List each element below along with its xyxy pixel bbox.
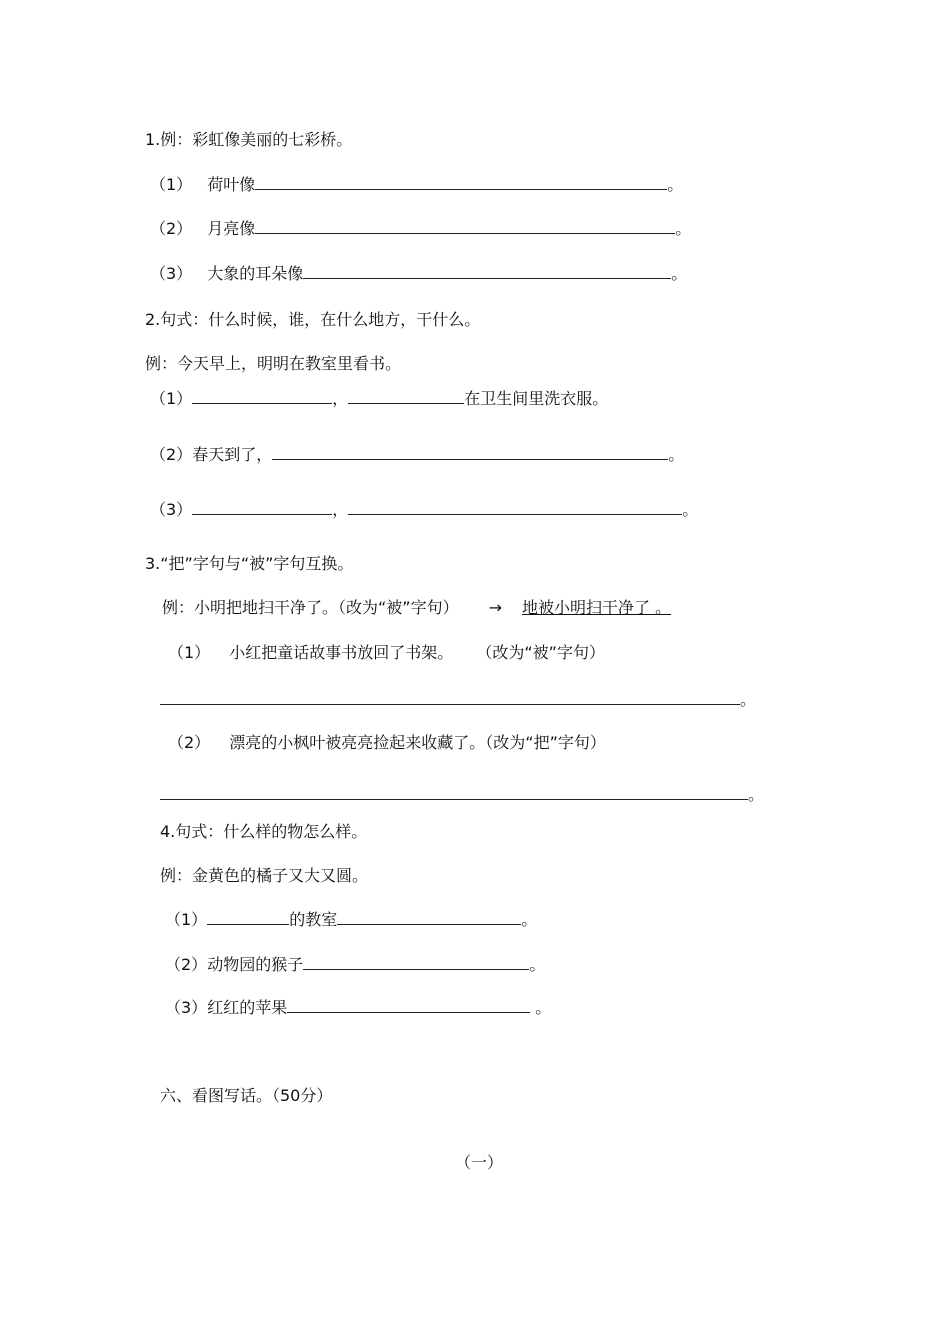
answer-blank[interactable] [207,910,289,925]
q4-example: 例：金黄色的橘子又大又圆。 [160,866,369,885]
item-end: 。 [667,175,684,194]
item-prompt: 荷叶像 [207,175,256,194]
q3-answer-line-1 [160,690,756,710]
example-answer: 地被小明扫干净了 。 [522,598,672,617]
q1-item-1 [150,175,683,195]
answer-blank[interactable] [192,389,332,404]
item-number: （1） [168,643,211,662]
q4-item-1 [165,910,537,930]
q1-title: 1.例：彩虹像美丽的七彩桥。 [145,130,353,149]
answer-blank[interactable] [160,785,748,800]
q3-item-2 [168,733,606,753]
q1-item-2 [150,219,691,239]
item-end: 。 [740,690,757,709]
example-text: 例：小明把地扫干净了。（改为“被”字句） [162,598,459,617]
item-number: （2） [150,219,193,238]
item-prompt: 大象的耳朵像 [207,264,304,283]
item-end: 。 [675,219,692,238]
answer-blank[interactable] [255,219,675,234]
q2-item-2 [150,445,684,465]
item-end: 。 [529,955,546,974]
q4-item-2 [165,955,545,975]
item-prompt: 动物园的猴子 [207,955,304,974]
item-prompt: 春天到了， [192,445,273,464]
answer-blank[interactable] [272,445,668,460]
arrow-right-icon: → [488,598,502,617]
item-separator: ， [332,389,349,408]
item-separator: ， [332,500,349,519]
item-end: 。 [748,785,765,804]
item-end: 。 [668,445,685,464]
q4-item-3 [165,998,551,1018]
answer-blank[interactable] [192,500,332,515]
answer-blank[interactable] [303,264,671,279]
item-end: 。 [671,264,688,283]
item-prompt: 漂亮的小枫叶被亮亮捡起来收藏了。（改为“把”字句） [229,733,606,752]
section-6-sub: （一） [455,1153,504,1172]
item-prompt: 红红的苹果 [207,998,288,1017]
item-number: （1） [165,910,208,929]
q1-item-3 [150,264,687,284]
q3-example [162,598,675,618]
answer-blank[interactable] [348,500,682,515]
q2-item-3 [150,500,698,520]
answer-blank[interactable] [348,389,464,404]
item-number: （2） [168,733,211,752]
item-number: （1） [150,389,193,408]
q2-example: 例：今天早上，明明在教室里看书。 [145,354,402,373]
q3-title: 3.“把”字句与“被”字句互换。 [145,554,354,573]
item-tail: 在卫生间里洗衣服。 [464,389,609,408]
section-6-title: 六、看图写话。（50分） [160,1086,333,1105]
answer-blank[interactable] [337,910,521,925]
q2-title: 2.句式：什么时候，谁，在什么地方，干什么。 [145,310,481,329]
answer-blank[interactable] [160,690,740,705]
item-end: 。 [521,910,538,929]
item-number: （3） [150,264,193,283]
q3-item-1 [168,643,605,663]
item-number: （2） [165,955,208,974]
item-number: （2） [150,445,193,464]
item-prompt: 月亮像 [207,219,256,238]
q4-title: 4.句式：什么样的物怎么样。 [160,822,368,841]
item-end: 。 [530,998,552,1017]
item-number: （1） [150,175,193,194]
item-number: （3） [165,998,208,1017]
item-end: 。 [682,500,699,519]
answer-blank[interactable] [255,175,667,190]
answer-blank[interactable] [303,955,529,970]
item-number: （3） [150,500,193,519]
item-prompt: 小红把童话故事书放回了书架。 [229,643,454,662]
item-note: （改为“被”字句） [476,643,605,662]
answer-blank[interactable] [287,998,530,1013]
q2-item-1 [150,389,608,409]
q3-answer-line-2 [160,785,764,805]
item-prompt: 的教室 [289,910,338,929]
